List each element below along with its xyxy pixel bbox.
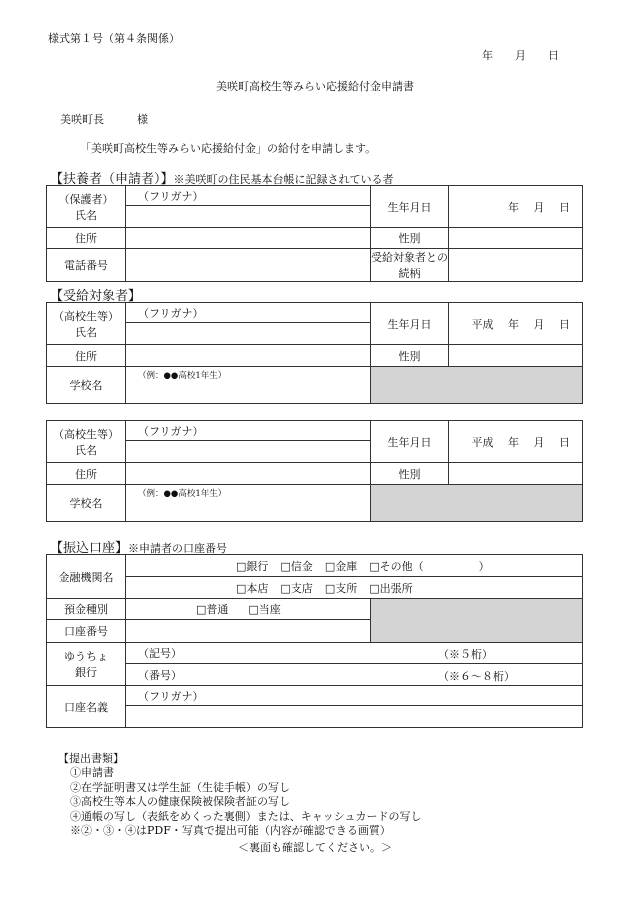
recipient2-furigana-field[interactable] <box>126 421 371 441</box>
recipient1-birth-field[interactable] <box>449 303 583 345</box>
recipient2-address-label: 住所 <box>47 463 126 485</box>
institution-other-checkbox[interactable]: □その他（ ） <box>369 559 490 573</box>
yucho-label-2: 銀行 <box>75 666 97 679</box>
document-item: ※②・③・④はPDF・写真で提出可能（内容が確認できる画質） <box>70 824 391 838</box>
bank-heading-note: ※申請者の口座番号 <box>128 542 228 555</box>
document-item: ②在学証明書又は学生証（生徒手帳）の写し <box>70 780 290 794</box>
yucho-kigou-note: （※５桁） <box>438 648 493 661</box>
applicant-name-label <box>47 186 126 228</box>
recipient1-name-label-2: 氏名 <box>75 325 97 339</box>
recipient1-birth-label: 生年月日 <box>371 303 449 345</box>
institution-kinko-checkbox[interactable]: □金庫 <box>324 559 358 573</box>
recipient-table-1 <box>46 302 583 404</box>
recipient2-birth-label: 生年月日 <box>371 421 449 463</box>
yucho-bangou-note: （※６～８桁） <box>438 670 515 683</box>
recipient2-gray-cell <box>371 485 583 522</box>
yucho-bangou-label: （番号） <box>138 668 182 682</box>
holder-furigana-field[interactable] <box>126 686 583 706</box>
recipient2-sex-field[interactable] <box>449 463 583 485</box>
institution-label: 金融機関名 <box>47 555 126 599</box>
addressee: 美咲町長 様 <box>60 113 148 126</box>
recipient1-name-label <box>47 303 126 345</box>
deposit-touza-checkbox[interactable]: □当座 <box>248 603 281 616</box>
recipient2-school-example: （例：●●高校1年生） <box>138 489 227 499</box>
recipient2-school-label: 学校名 <box>47 485 126 522</box>
applicant-address-field[interactable] <box>126 228 371 249</box>
applicant-name-label-1: （保護者） <box>58 192 114 206</box>
recipient2-furigana-label: （フリガナ） <box>138 424 204 438</box>
applicant-heading-title: 【扶養者（申請者）】 <box>50 172 174 187</box>
recipient1-name-field[interactable] <box>126 323 371 345</box>
bank-gray-cell <box>371 599 583 643</box>
holder-furigana-label: （フリガナ） <box>138 689 204 703</box>
deposit-type-label: 預金種別 <box>47 599 126 620</box>
recipient2-birth-field[interactable] <box>449 421 583 463</box>
applicant-birth-label: 生年月日 <box>371 186 449 228</box>
recipient2-birth-value: 平成 年 月 日 <box>471 435 570 449</box>
applicant-furigana-field[interactable] <box>126 186 371 206</box>
applicant-relation-field[interactable] <box>449 249 583 282</box>
recipient1-address-field[interactable] <box>126 345 371 367</box>
applicant-phone-label: 電話番号 <box>47 249 126 282</box>
deposit-type-field <box>126 599 371 620</box>
branch-head-checkbox[interactable]: □本店 <box>236 581 269 595</box>
documents-list <box>70 766 422 839</box>
applicant-heading-note: ※美咲町の住民基本台帳に記録されている者 <box>173 173 394 186</box>
applicant-address-label: 住所 <box>47 228 126 249</box>
yucho-bangou-field[interactable] <box>126 664 583 686</box>
institution-row-2 <box>126 577 583 599</box>
recipient1-birth-value: 平成 年 月 日 <box>471 317 570 331</box>
document-item: ①申請書 <box>70 766 114 779</box>
institution-bank-checkbox[interactable]: □銀行 <box>236 559 269 573</box>
applicant-birth-field[interactable] <box>449 186 583 228</box>
recipient2-name-label-1: （高校生等） <box>53 427 119 441</box>
account-number-field[interactable] <box>126 620 371 643</box>
applicant-name-label-2: 氏名 <box>75 208 97 222</box>
recipient1-sex-field[interactable] <box>449 345 583 367</box>
applicant-furigana-label: （フリガナ） <box>138 189 204 203</box>
yucho-label-1: ゆうちょ <box>64 650 108 663</box>
form-title: 美咲町高校生等みらい応援給付金申請書 <box>216 80 414 93</box>
branch-sub-checkbox[interactable]: □支所 <box>324 581 358 595</box>
footer-note: ＜裏面も確認してください。＞ <box>238 841 392 854</box>
applicant-table <box>46 185 583 282</box>
recipient-table-2 <box>46 420 583 522</box>
recipient2-school-field[interactable] <box>126 485 371 522</box>
recipient1-school-label: 学校名 <box>47 367 126 404</box>
recipient2-name-field[interactable] <box>126 441 371 463</box>
branch-office-checkbox[interactable]: □出張所 <box>369 581 413 595</box>
bank-heading-title: 【振込口座】 <box>50 541 129 556</box>
recipient1-name-label-1: （高校生等） <box>53 309 119 323</box>
applicant-sex-field[interactable] <box>449 228 583 249</box>
applicant-birth-value: 年 月 日 <box>508 200 570 214</box>
recipient1-furigana-field[interactable] <box>126 303 371 323</box>
recipient2-name-label <box>47 421 126 463</box>
recipient2-name-label-2: 氏名 <box>75 443 97 457</box>
recipient2-sex-label: 性別 <box>371 463 449 485</box>
branch-branch-checkbox[interactable]: □支店 <box>280 581 313 595</box>
yucho-kigou-label: （記号） <box>138 647 182 660</box>
institution-shinkin-checkbox[interactable]: □信金 <box>280 559 313 573</box>
intro-text: 「美咲町高校生等みらい応援給付金」の給付を申請します。 <box>80 142 377 155</box>
recipient1-address-label: 住所 <box>47 345 126 367</box>
bank-table <box>46 554 583 728</box>
account-number-label: 口座番号 <box>47 620 126 643</box>
recipient-heading: 【受給対象者】 <box>50 289 142 304</box>
applicant-name-field[interactable] <box>126 206 371 228</box>
documents-heading: 【提出書類】 <box>58 752 124 765</box>
recipient1-furigana-label: （フリガナ） <box>138 306 204 320</box>
applicant-sex-label: 性別 <box>371 228 449 249</box>
form-number: 様式第１号（第４条関係） <box>48 32 180 45</box>
institution-row-1 <box>126 555 583 577</box>
recipient1-school-field[interactable] <box>126 367 371 404</box>
yucho-label <box>47 643 126 686</box>
applicant-phone-field[interactable] <box>126 249 371 282</box>
holder-label: 口座名義 <box>47 686 126 728</box>
holder-name-field[interactable] <box>126 706 583 728</box>
date-line: 年 月 日 <box>482 49 559 62</box>
deposit-futsu-checkbox[interactable]: □普通 <box>196 603 229 616</box>
recipient1-school-example: （例：●●高校1年生） <box>138 371 227 381</box>
yucho-kigou-field[interactable] <box>126 643 583 664</box>
recipient1-gray-cell <box>371 367 583 404</box>
document-item: ④通帳の写し（表紙をめくった裏側）または、キャッシュカードの写し <box>70 809 422 823</box>
document-item: ③高校生等本人の健康保険被保険者証の写し <box>70 795 290 809</box>
applicant-relation-label: 受給対象者との続柄 <box>371 249 449 282</box>
recipient1-sex-label: 性別 <box>371 345 449 367</box>
recipient2-address-field[interactable] <box>126 463 371 485</box>
